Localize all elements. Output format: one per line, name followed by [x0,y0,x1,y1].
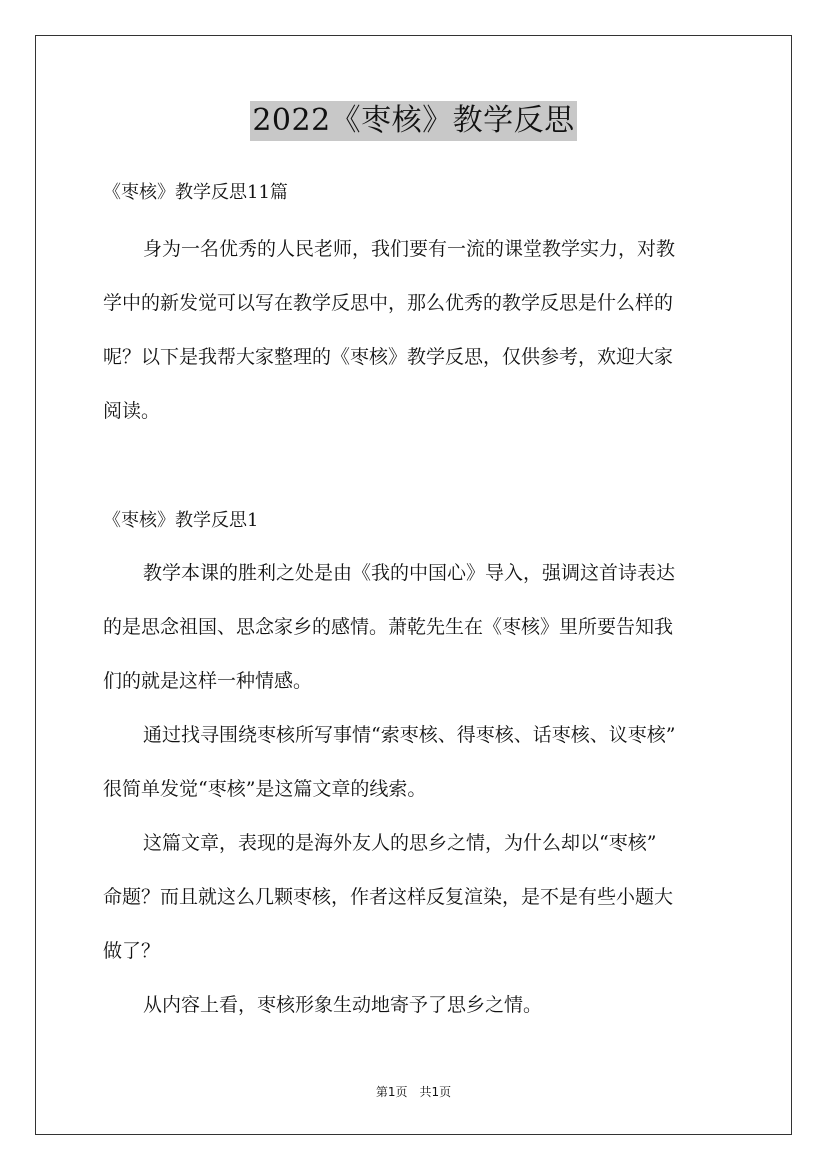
body-line-4: 通过找寻围绕枣核所写事情“索枣核、得枣核、话枣核、议枣核” [143,724,676,746]
intro-line-2: 学中的新发觉可以写在教学反思中，那么优秀的教学反思是什么样的 [103,292,674,314]
body-line-3: 们的就是这样一种情感。 [103,670,313,692]
section-heading: 《枣核》教学反思1 [103,510,259,531]
intro-line-1: 身为一名优秀的人民老师，我们要有一流的课堂教学实力，对教 [143,238,676,260]
body-line-6: 这篇文章，表现的是海外友人的思乡之情，为什么却以“枣核” [143,832,657,854]
intro-line-3: 呢？以下是我帮大家整理的《枣核》教学反思，仅供参考，欢迎大家 [103,346,674,368]
body-line-9: 从内容上看，枣核形象生动地寄予了思乡之情。 [143,994,543,1016]
intro-line-4: 阅读。 [103,400,161,422]
body-line-8: 做了？ [103,940,161,962]
document-title: 2022《枣核》教学反思 [250,101,576,141]
body-line-1: 教学本课的胜利之处是由《我的中国心》导入，强调这首诗表达 [143,562,676,584]
body-line-7: 命题？而且就这么几颗枣核，作者这样反复渲染，是不是有些小题大 [103,886,674,908]
title-container [0,101,827,141]
body-line-2: 的是思念祖国、思念家乡的感情。萧乾先生在《枣核》里所要告知我 [103,616,674,638]
body-line-5: 很简单发觉“枣核”是这篇文章的线索。 [103,778,427,800]
page-footer: 第1页 共1页 [375,1085,452,1099]
document-subtitle: 《枣核》教学反思11篇 [103,182,288,203]
